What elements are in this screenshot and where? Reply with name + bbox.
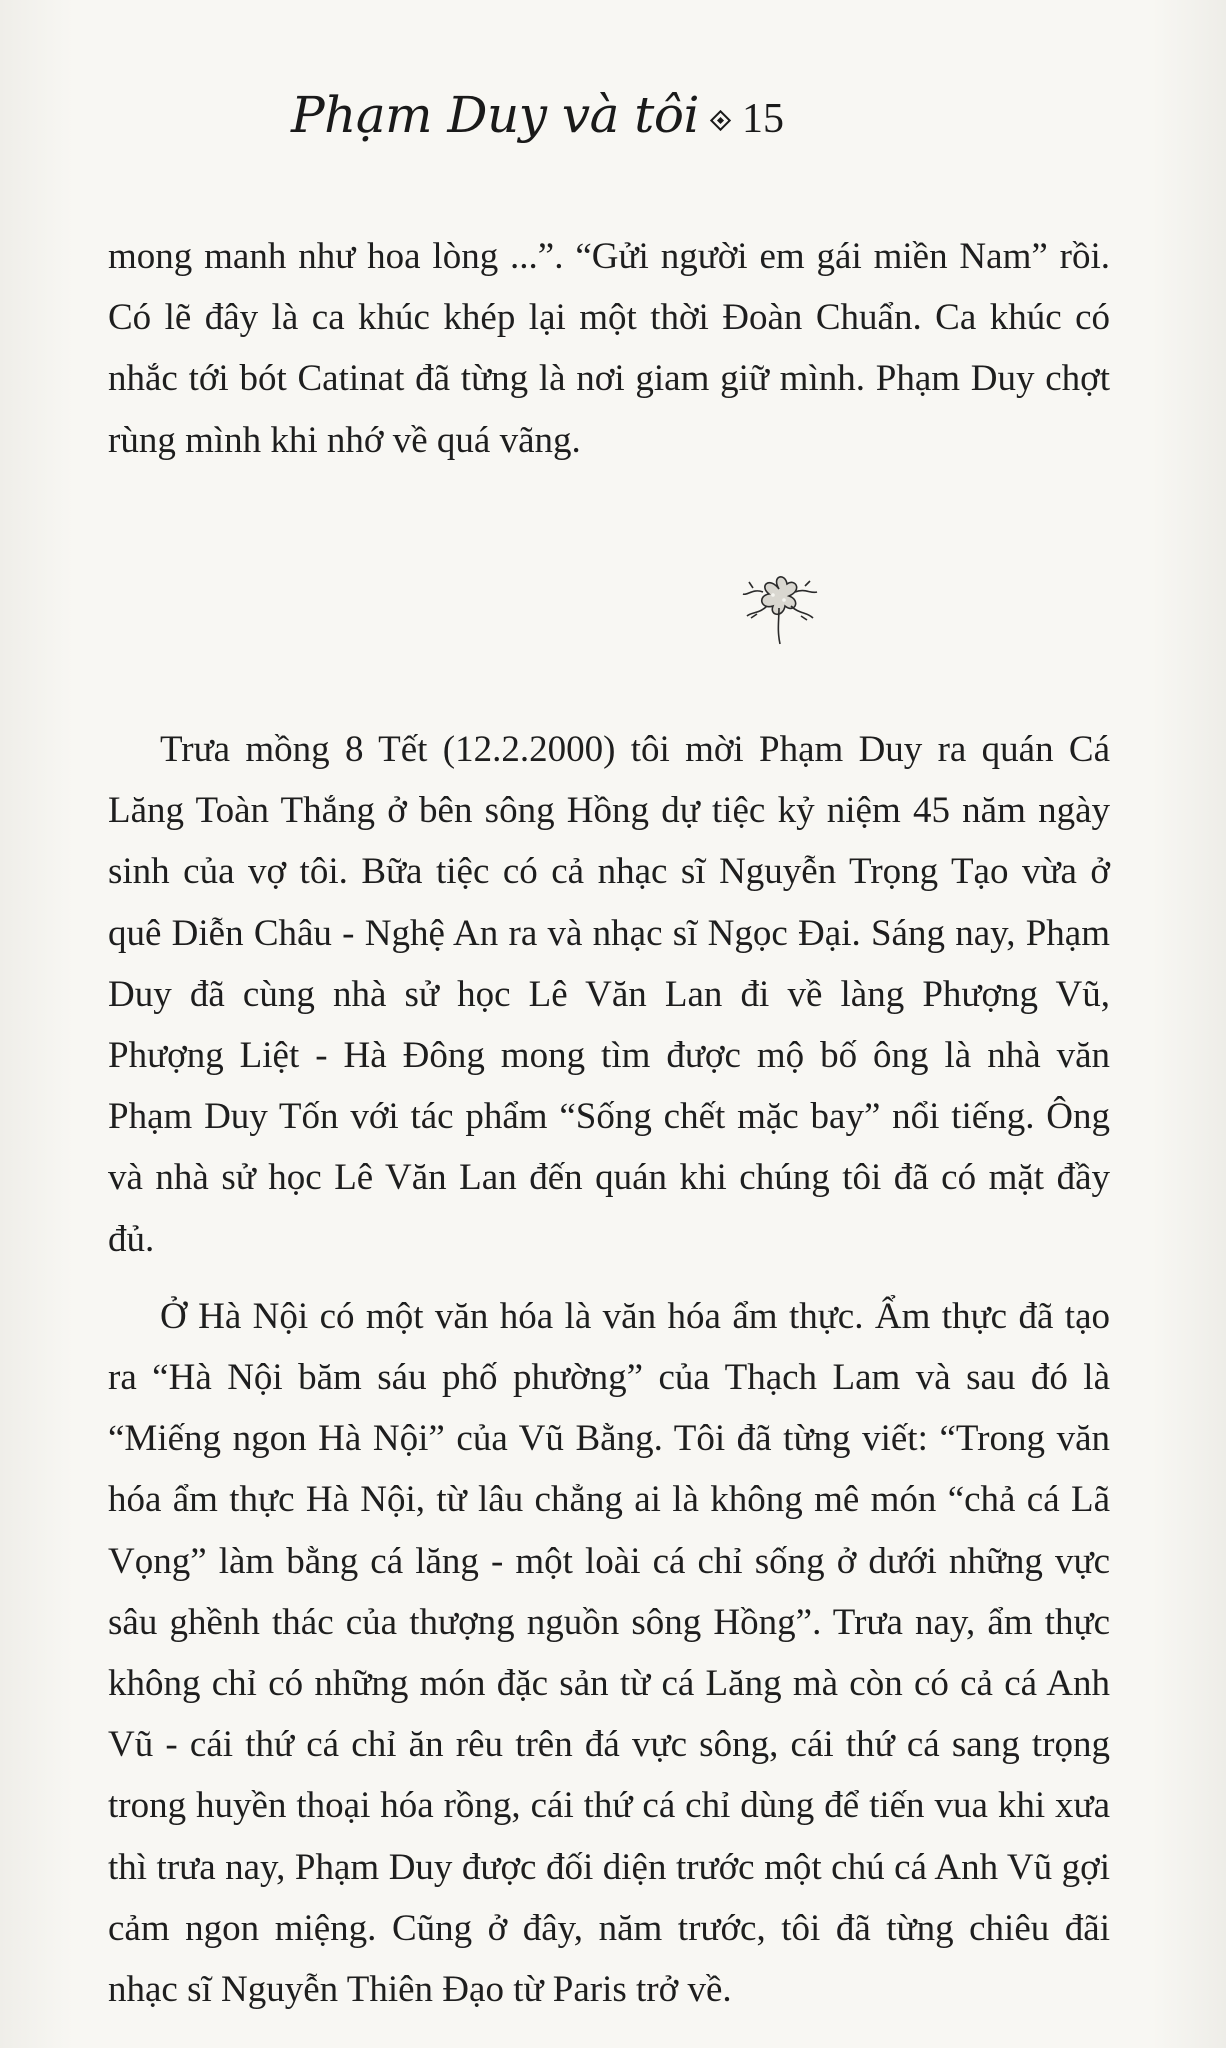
paragraph: Trưa mồng 8 Tết (12.2.2000) tôi mời Phạm Duy ra quán Cá Lăng Toàn Thắng ở bên sông Hồng dự tiệc kỷ niệm 45 năm ngày sinh của vợ tôi. Bữa tiệc có cả nhạc sĩ Nguyễn Trọng Tạo vừa ở quê Diễn Châu - Nghệ An ra và nhạc sĩ Ngọc Đại. Sáng nay, Phạm Duy đã cùng nhà sử học Lê Văn Lan đi về làng Phượng Vũ, Phượng Liệt - Hà Đông mong tìm được mộ bố ông là nhà văn Phạm Duy Tốn với tác phẩm “Sống chết mặc bay” nổi tiếng. Ông và nhà sử học Lê Văn Lan đến quán khi chúng tôi đã có mặt đầy đủ.	[108, 729, 1110, 1260]
paragraph: Ở Hà Nội có một văn hóa là văn hóa ẩm thực. Ẩm thực đã tạo ra “Hà Nội băm sáu phố phường” của Thạch Lam và sau đó là “Miếng ngon Hà Nội” của Vũ Bằng. Tôi đã từng viết: “Trong văn hóa ẩm thực Hà Nội, từ lâu chẳng ai là không mê món “chả cá Lã Vọng” làm bằng cá lăng - một loài cá chỉ sống ở dưới những vực sâu ghềnh thác của thượng nguồn sông Hồng”. Trưa nay, ẩm thực không chỉ có những món đặc sản từ cá Lăng mà còn có cả cá Anh Vũ - cái thứ cá chỉ ăn rêu trên đá vực sông, cái thứ cá sang trọng trong huyền thoại hóa rồng, cái thứ cá chỉ dùng để tiến vua khi xưa thì trưa nay, Phạm Duy được đối diện trước một chú cá Anh Vũ gợi cảm ngon miệng. Cũng ở đây, năm trước, tôi đã từng chiêu đãi nhạc sĩ Nguyễn Thiên Đạo từ Paris trở về.	[108, 1295, 1110, 2011]
text-block-bottom	[108, 719, 1110, 2020]
diamond-separator-icon	[710, 110, 731, 131]
running-head	[291, 86, 784, 144]
text-block-top	[108, 226, 1110, 471]
page-number: 15	[742, 96, 784, 142]
book-title: Phạm Duy và tôi	[290, 86, 699, 144]
flower-ornament-icon	[733, 558, 825, 650]
paragraph: mong manh như hoa lòng ...”. “Gửi người em gái miền Nam” rồi. Có lẽ đây là ca khúc khép lại một thời Đoàn Chuẩn. Ca khúc có nhắc tới bót Catinat đã từng là nơi giam giữ mình. Phạm Duy chợt rùng mình khi nhớ về quá vãng.	[108, 236, 1110, 461]
flower-ornament-svg	[733, 558, 825, 650]
